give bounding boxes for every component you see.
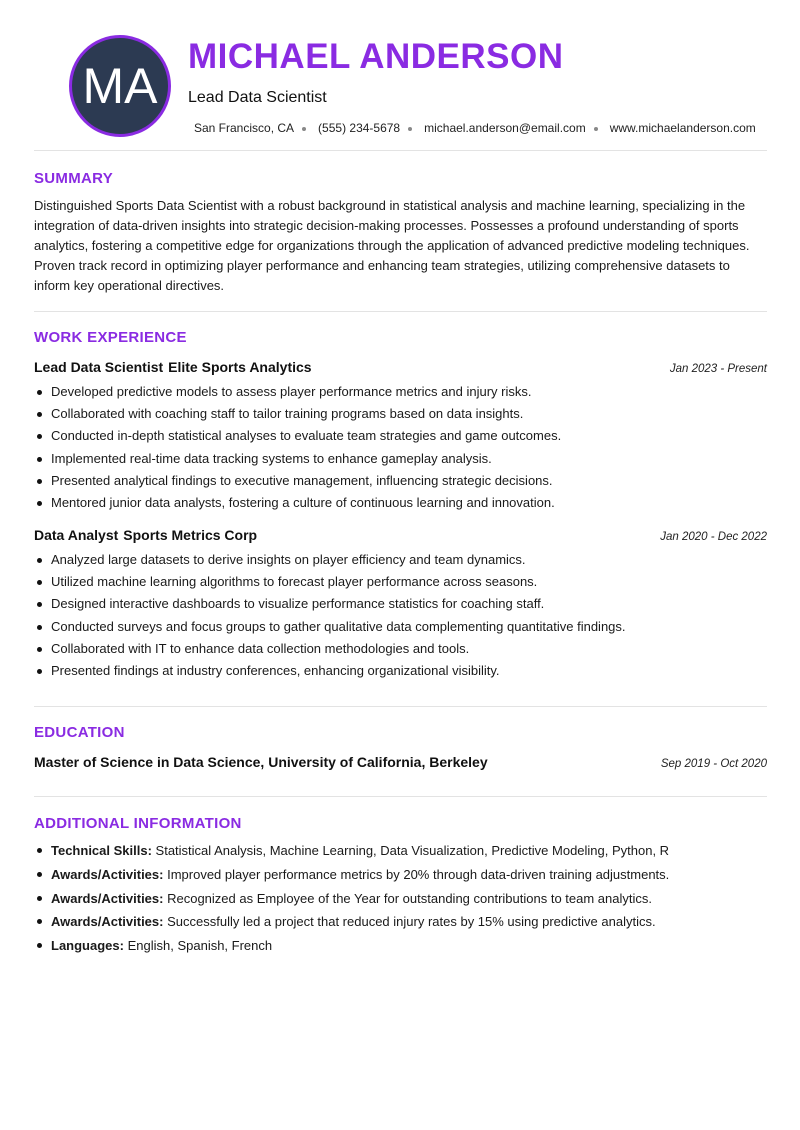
list-item: Utilized machine learning algorithms to forecast player performance across seasons. (34, 571, 767, 593)
item-label: Awards/Activities: (51, 890, 164, 906)
job-bullet-list (34, 381, 767, 514)
list-item (34, 910, 767, 934)
job-company: Elite Sports Analytics (168, 359, 312, 375)
education-degree: Master of Science in Data Science, University of California, Berkeley (34, 754, 488, 770)
item-text: Successfully led a project that reduced injury rates by 15% using predictive analytics. (167, 914, 656, 930)
job-role: Data Analyst (34, 527, 119, 543)
separator-dot-icon (594, 127, 598, 131)
education-heading: EDUCATION (34, 724, 125, 741)
list-item (34, 934, 767, 958)
avatar (69, 35, 171, 137)
list-item: Collaborated with coaching staff to tailor training programs based on data insights. (34, 403, 767, 425)
item-label: Awards/Activities: (51, 866, 164, 882)
candidate-role: Lead Data Scientist (188, 89, 327, 106)
resume-header (34, 0, 767, 150)
contact-location: San Francisco, CA (194, 121, 295, 135)
job-title (34, 526, 257, 544)
item-label: Languages: (51, 938, 124, 954)
section-divider (34, 796, 767, 797)
separator-dot-icon (408, 127, 412, 131)
list-item: Implemented real-time data tracking systems to enhance gameplay analysis. (34, 448, 767, 470)
contact-website[interactable]: www.michaelanderson.com (609, 121, 756, 135)
contact-line (194, 120, 756, 136)
job-title (34, 358, 312, 376)
section-divider (34, 150, 767, 151)
contact-email[interactable]: michael.anderson@email.com (424, 121, 586, 135)
list-item (34, 863, 767, 887)
contact-phone: (555) 234-5678 (318, 121, 401, 135)
list-item: Presented findings at industry conferences, enhancing organizational visibility. (34, 660, 767, 682)
item-text: Improved player performance metrics by 20% through data-driven training adjustments. (167, 866, 670, 882)
work-experience-heading: WORK EXPERIENCE (34, 329, 187, 346)
candidate-name: MICHAEL ANDERSON (188, 37, 564, 76)
summary-text: Distinguished Sports Data Scientist with a robust background in statistical analysis and machine learning, specializing in the integration of data-driven insights into strategic decision-making processes. Possesses a profound understanding of sports analytics, fostering a competitive edge for organizations through the application of advanced predictive modeling techniques. Proven track record in optimizing player performance and enhancing team strategies, utilizing comprehensive datasets to inform key operational directives. (34, 198, 750, 293)
list-item (34, 887, 767, 911)
job-dates: Jan 2020 - Dec 2022 (660, 531, 767, 543)
job-role: Lead Data Scientist (34, 359, 164, 375)
job-dates: Jan 2023 - Present (669, 363, 767, 375)
list-item: Mentored junior data analysts, fostering a culture of continuous learning and innovation. (34, 492, 767, 514)
list-item: Collaborated with IT to enhance data collection methodologies and tools. (34, 638, 767, 660)
item-label: Awards/Activities: (51, 914, 164, 930)
list-item: Designed interactive dashboards to visualize performance statistics for coaching staff. (34, 593, 767, 615)
list-item (34, 839, 767, 863)
avatar-initials: MA (82, 58, 158, 114)
list-item: Developed predictive models to assess player performance metrics and injury risks. (34, 381, 767, 403)
summary-heading: SUMMARY (34, 170, 114, 187)
job-company: Sports Metrics Corp (123, 527, 258, 543)
additional-info-heading: ADDITIONAL INFORMATION (34, 815, 242, 832)
list-item: Conducted in-depth statistical analyses to evaluate team strategies and game outcomes. (34, 425, 767, 447)
item-text: Recognized as Employee of the Year for outstanding contributions to team analytics. (167, 890, 652, 906)
section-divider (34, 311, 767, 312)
separator-dot-icon (302, 127, 306, 131)
list-item: Presented analytical findings to executive management, influencing strategic decisions. (34, 470, 767, 492)
additional-info-list (34, 839, 767, 958)
job-header (34, 358, 767, 378)
list-item: Conducted surveys and focus groups to gather qualitative data complementing quantitative findings. (34, 616, 767, 638)
item-text: English, Spanish, French (127, 938, 273, 954)
education-entry (34, 753, 767, 773)
education-dates: Sep 2019 - Oct 2020 (660, 758, 767, 770)
item-label: Technical Skills: (51, 843, 152, 858)
job-bullet-list (34, 549, 767, 682)
list-item: Analyzed large datasets to derive insights on player efficiency and team dynamics. (34, 549, 767, 571)
section-divider (34, 706, 767, 707)
item-text: Statistical Analysis, Machine Learning, Data Visualization, Predictive Modeling, Python, R (155, 843, 670, 858)
job-header (34, 526, 767, 546)
